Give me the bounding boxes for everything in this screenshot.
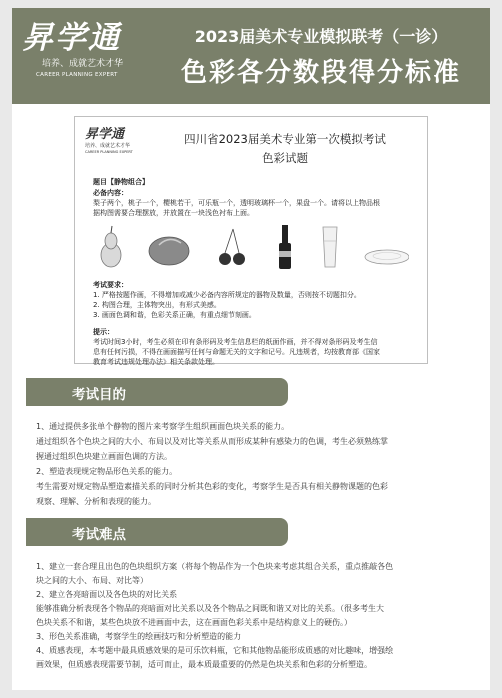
purpose-line-4: 2、塑造表现规定物品形色关系的能力。 — [36, 467, 178, 476]
purpose-line-5: 考生需要对规定物品塑造素描关系的同时分析其色彩的变化，考察学生是否具有相关静物课题的色彩 — [36, 482, 388, 491]
difficulty-line-1: 1、建立一套合理且出色的色块组织方案（将每个物品作为一个色块来考虑其组合关系，重点推敲各色 — [36, 562, 394, 571]
brand-name: 昇学通 — [22, 20, 121, 56]
difficulty-line-6: 3、形色关系准确，考察学生的绘画技巧和分析塑造的能力 — [36, 632, 242, 641]
glass-image — [323, 227, 337, 267]
cherries-image — [219, 229, 245, 265]
requirement-3: 3. 画面色调和谐，色彩关系正确，有重点细节刻画。 — [93, 311, 256, 319]
plate-image — [365, 250, 409, 264]
note-line-3: 教育考试违规处理办法》相关条款处理。 — [93, 358, 219, 366]
difficulty-line-8: 画效果，但质感表现需要节制，适可而止，最本质最重要的仍然是色块关系和色彩的分析塑造。 — [36, 660, 372, 669]
brand-logo — [22, 18, 162, 80]
still-life-objects — [97, 221, 409, 269]
brand-english: CAREER PLANNING EXPERT — [36, 72, 118, 78]
difficulty-line-4: 能够准确分析表现各个物品的亮暗面对比关系以及各个物品之间既和谐又对比的关系。（很多考生大 — [36, 604, 384, 613]
brand-slogan: 培养、成就艺术才华 — [42, 59, 124, 69]
note-label: 提示： — [93, 328, 114, 336]
banner-title-line2: 色彩各分数段得分标准 — [180, 58, 461, 88]
purpose-line-6: 观察、理解、分析和表现的能力。 — [36, 497, 156, 506]
document-page — [12, 8, 490, 690]
requirement-1: 1. 严格按题作画，不得增加或减少必备内容所规定的器物及数量，否则按不切题扣分。 — [93, 291, 361, 299]
difficulty-line-7: 4、质感表现，本考题中最具质感效果的是可乐饮料瓶，它和其他物品能形成质感的对比趣味，增强绘 — [36, 646, 394, 655]
section-heading-difficulty — [26, 518, 288, 546]
difficulty-line-5: 色块关系不和谐，某些色块放不进画面中去，这在画面色彩关系中是结构意义上的硬伤。） — [36, 618, 352, 627]
paper-logo-slogan: 培养、成就艺术才华 — [85, 143, 131, 149]
difficulty-line-2: 块之间的大小、布局、对比等） — [36, 576, 148, 585]
section-heading-difficulty-text: 考试难点 — [72, 527, 126, 543]
header-banner — [12, 8, 490, 104]
banner-title-line1: 2023届美术专业模拟联考（一诊） — [194, 27, 448, 46]
purpose-line-2: 通过组织各个色块之间的大小、布局以及对比等关系从而形成某种有感染力的色调，考生必须熟练掌 — [36, 437, 388, 446]
content-text-1: 梨子两个，桃子一个，樱桃若干，可乐瓶一个，透明玻璃杯一个，果盘一个。请将以上物品根 — [93, 199, 380, 207]
paper-logo-english: CAREER PLANNING EXPERT — [85, 150, 133, 154]
paper-logo — [85, 127, 147, 155]
paper-title: 四川省2023届美术专业第一次模拟考试 — [184, 132, 386, 146]
section-heading-purpose — [26, 378, 288, 406]
note-line-2: 息有任何污损，不得在画面描写任何与命题无关的文字和记号。凡违规者，均按教育部《国家 — [93, 348, 380, 356]
requirements-label: 考试要求： — [93, 281, 128, 289]
section-heading-purpose-text: 考试目的 — [72, 387, 126, 403]
difficulty-line-3: 2、建立各亮暗面以及各色块的对比关系 — [36, 590, 178, 599]
content-label: 必备内容： — [93, 189, 128, 197]
note-line-1: 考试时间3小时，考生必须在印有条形码及考生信息栏的纸面作画，并不得对条形码及考生信 — [93, 338, 378, 346]
paper-subtitle: 色彩试题 — [262, 151, 308, 165]
pear-image — [101, 226, 121, 267]
paper-logo-name: 昇学通 — [85, 127, 125, 142]
purpose-line-3: 握通过组织色块建立画面色调的方法。 — [36, 452, 172, 461]
peach-image — [149, 237, 189, 265]
topic-label: 题目【静物组合】 — [93, 178, 149, 186]
content-text-2: 据构图需要合理摆放，并放置在一块浅色衬布上面。 — [93, 209, 254, 217]
requirement-2: 2. 构图合理，主体物突出，有形式美感。 — [93, 301, 221, 309]
cola-bottle-image — [279, 225, 291, 269]
exam-paper-card — [74, 116, 428, 364]
purpose-line-1: 1、通过提供多张单个静物的图片来考察学生组织画面色块关系的能力。 — [36, 422, 290, 431]
